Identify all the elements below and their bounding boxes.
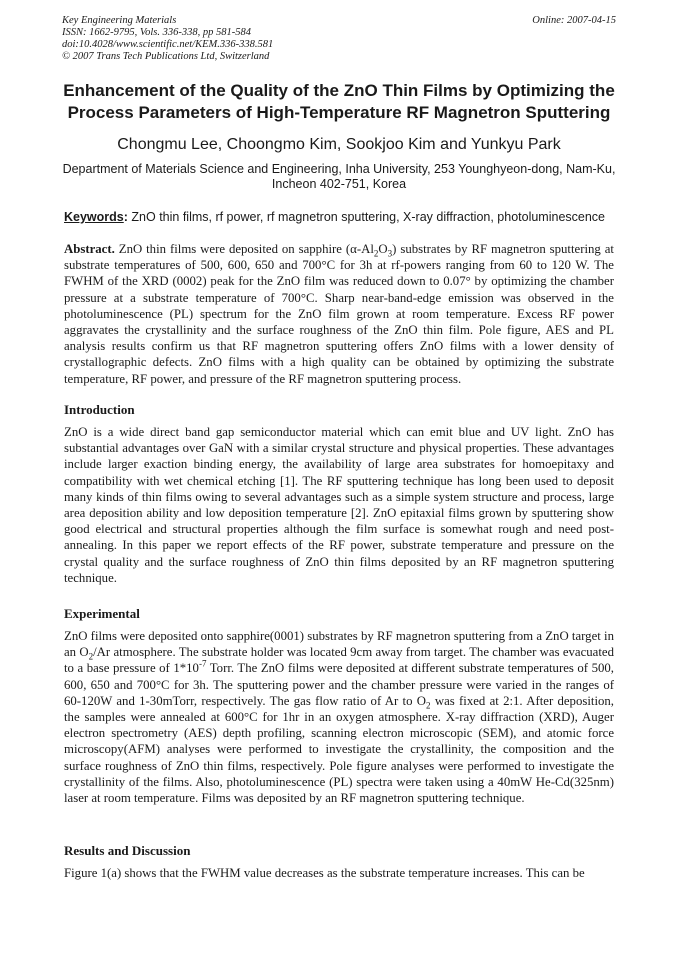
subscript: 2 <box>426 700 431 711</box>
subscript: 2 <box>88 651 94 662</box>
abstract-label: Abstract. <box>64 242 115 256</box>
abstract-text-part: ZnO thin films were deposited on sapphire (α-Al <box>118 242 374 256</box>
abstract-paragraph <box>64 241 614 387</box>
subscript: 3 <box>387 248 393 259</box>
experimental-paragraph <box>64 628 614 806</box>
experimental-text-part: was fixed at 2:1. After deposition, the samples were annealed at 600°C for 1hr in an oxygen atmosphere. X-ray diffraction (XRD), Auger electron spectrometry (AES) depth profiling, scanning electron microscopic (SEM), and atomic force microscopy(AFM) analyses were performed to investigate the crystallinity, the composition and the surface roughness of ZnO thin films, respectively. Pole figure analyses were performed to investigate the crystallinity of the films. Also, photoluminescence (PL) spectra were taken using a 40mW He-Cd(325nm) laser at room temperature. Films was deposited by an RF magnetron sputtering technique. <box>64 693 614 806</box>
doi-line: doi:10.4028/www.scientific.net/KEM.336-338.581 <box>62 39 274 50</box>
online-date: Online: 2007-04-15 <box>532 15 616 26</box>
experimental-text-part: Torr. The ZnO films were deposited at different substrate temperatures of 500, 600, 650 and 700°C for 3h. The sputtering power and the chamber pressure were varied in the ranges of 60-120W and 1-30mTorr, respectively. The gas flow ratio of Ar to O <box>64 661 615 708</box>
journal-header <box>62 15 616 63</box>
keywords-label: Keywords <box>64 210 124 224</box>
abstract-text-part: ) substrates by RF magnetron sputtering at substrate temperatures of 500, 600, 650 and 700°C for 3h at rf-powers ranging from 60 to 120 W. The FWHM of the XRD (0002) peak for the ZnO film was reduced down to 0.07° by optimizing the chamber pressure at a substrate temperature of 700°C. Sharp near-band-edge emission was observed in the photoluminescence (PL) spectrum for the ZnO film grown at room temperature. Excess RF power aggravates the crystallinity and the surface roughness of the ZnO thin film. Pole figure, AES and PL analysis results confirm us that RF magnetron sputtering offers ZnO films with a lower density of crystallographic defects. ZnO films with a high quality can be obtained by optimizing the substrate temperature, RF power, and pressure of the RF magnetron sputtering process. <box>64 242 614 386</box>
results-heading: Results and Discussion <box>64 843 191 858</box>
introduction-paragraph: ZnO is a wide direct band gap semiconductor material which can emit blue and UV light. ZnO has substantial advantages over GaN with a similar crystal structure and physical properties. These advantages include larger exaction binding energy, the availability of large area substrates for homoepitaxy and compatibility with wet chemical etching [1]. The RF sputtering technique has long been used to deposit many kinds of thin films owing to several advantages such as a simple system structure and process, large area deposition ability and low deposition temperature [2]. ZnO epitaxial films grown by sputtering show good electrical and structural properties although the film surface is somewhat rough and need post-annealing. In this paper we report effects of the RF power, substrate temperature and pressure on the crystal quality and the surface roughness of ZnO thin films deposited by an RF magnetron sputtering technique. <box>64 425 614 585</box>
superscript: -7 <box>198 659 207 670</box>
title-line-2: Process Parameters of High-Temperature RF Magnetron Sputtering <box>67 103 611 122</box>
keywords-text: ZnO thin films, rf power, rf magnetron sputtering, X-ray diffraction, photoluminescence <box>131 210 606 224</box>
journal-name: Key Engineering Materials <box>62 15 177 26</box>
author-list: Chongmu Lee, Choongmo Kim, Sookjoo Kim and Yunkyu Park <box>117 136 561 153</box>
paper-title <box>40 80 638 124</box>
abstract-text-part: O <box>378 242 388 256</box>
experimental-text-part: /Ar atmosphere. The substrate holder was located 9cm away from target. The chamber was evacuated to a base pressure of 1*10 <box>64 645 614 676</box>
issn-line: ISSN: 1662-9795, Vols. 336-338, pp 581-584 <box>62 27 251 38</box>
copyright-line: © 2007 Trans Tech Publications Ltd, Switzerland <box>62 51 270 62</box>
keywords-line <box>64 210 624 225</box>
affiliation-line-2: Incheon 402-751, Korea <box>271 177 407 191</box>
affiliation <box>40 162 638 192</box>
results-paragraph: Figure 1(a) shows that the FWHM value decreases as the substrate temperature increases. This can be <box>64 866 585 880</box>
keywords-colon: : <box>123 210 128 224</box>
affiliation-line-1: Department of Materials Science and Engineering, Inha University, 253 Younghyeon-dong, Nam-Ku, <box>62 162 616 176</box>
introduction-heading: Introduction <box>64 402 135 417</box>
title-line-1: Enhancement of the Quality of the ZnO Thin Films by Optimizing the <box>63 81 615 100</box>
experimental-text-part: ZnO films were deposited onto sapphire(0001) substrates by RF magnetron sputtering from a ZnO target in an O <box>64 629 614 660</box>
subscript: 2 <box>373 248 379 259</box>
experimental-heading: Experimental <box>64 606 140 621</box>
